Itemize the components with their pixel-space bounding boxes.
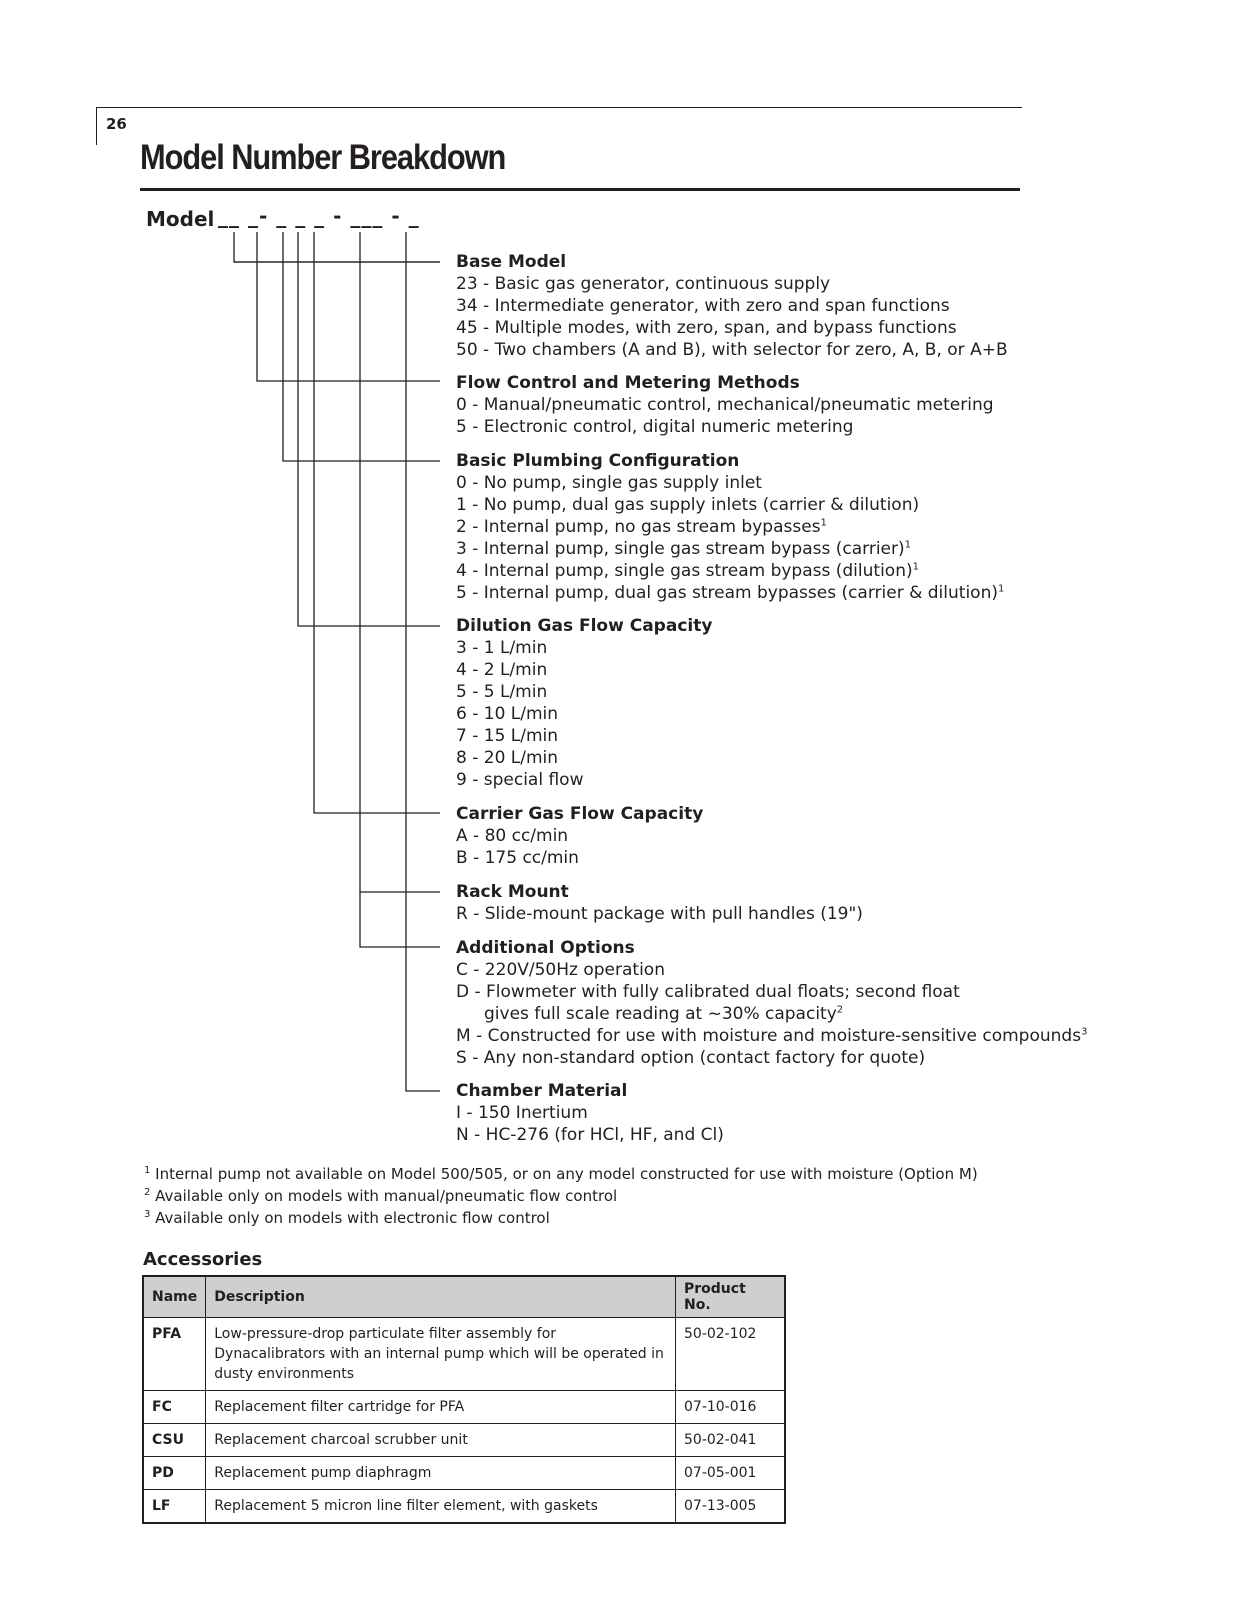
option-row: 4 - 2 L/min	[456, 660, 548, 680]
option-row	[456, 538, 1004, 560]
table-row	[143, 1424, 785, 1457]
footnote-mark: 2	[144, 1187, 151, 1198]
option-row	[456, 981, 1087, 1003]
section-rack-mount	[456, 881, 863, 925]
option-row: 45 - Multiple modes, with zero, span, and bypass functions	[456, 318, 957, 338]
footnote-ref: 1	[997, 583, 1005, 595]
page-number: 26	[106, 115, 127, 133]
table-row	[143, 1490, 785, 1524]
option-text: 1 - No pump, dual gas supply inlets (carrier & dilution)	[456, 495, 920, 515]
option-text: 3 - Internal pump, single gas stream bypass (carrier)	[456, 539, 905, 559]
section-flow-control	[456, 372, 994, 438]
table-row	[143, 1318, 785, 1391]
footnote-ref: 2	[836, 1004, 844, 1016]
footnote-mark: 3	[144, 1209, 151, 1220]
footnote-ref: 1	[820, 517, 827, 529]
column-header-description: Description	[206, 1276, 676, 1318]
footnote	[144, 1185, 978, 1207]
section-dilution	[456, 615, 712, 791]
option-row: 6 - 10 L/min	[456, 704, 559, 724]
option-text: 2 - Internal pump, no gas stream bypasses	[456, 517, 821, 537]
section-additional-options	[456, 937, 1087, 1069]
cell-description: Low-pressure-drop particulate filter assembly for Dynacalibrators with an internal pump which will be operated in dusty environments	[206, 1318, 676, 1391]
section-heading: Basic Plumbing Configuration	[456, 451, 740, 471]
section-heading: Base Model	[456, 252, 567, 272]
option-row	[456, 472, 1004, 494]
option-row: 8 - 20 L/min	[456, 748, 559, 768]
footnote-mark: 1	[144, 1165, 151, 1176]
option-row: 23 - Basic gas generator, continuous supply	[456, 274, 831, 294]
option-row: 0 - Manual/pneumatic control, mechanical/pneumatic metering	[456, 395, 994, 415]
footnote-ref: 1	[912, 561, 919, 573]
cell-name: FC	[143, 1391, 206, 1424]
option-row	[456, 560, 1004, 582]
option-row	[456, 1025, 1087, 1047]
cell-product: 07-10-016	[676, 1391, 786, 1424]
branch-rack-mount	[360, 232, 440, 892]
option-row: B - 175 cc/min	[456, 848, 579, 868]
section-base-model	[456, 251, 1008, 361]
footnote-ref: 3	[1081, 1026, 1088, 1038]
table-row	[143, 1391, 785, 1424]
table-header-row	[143, 1276, 785, 1318]
footnotes	[144, 1163, 978, 1229]
model-label: Model	[146, 207, 215, 231]
branch-flow-control	[257, 232, 440, 381]
option-row-continuation	[456, 1003, 1087, 1025]
option-row	[456, 1047, 1087, 1069]
column-header-product: Product No.	[676, 1276, 786, 1318]
page-title: Model Number Breakdown	[140, 138, 506, 177]
section-chamber-material	[456, 1080, 724, 1146]
option-row: R - Slide-mount package with pull handles (19")	[456, 904, 863, 924]
option-row: 3 - 1 L/min	[456, 638, 548, 658]
option-row	[456, 959, 1087, 981]
footnote-text: Available only on models with manual/pneumatic flow control	[155, 1187, 618, 1205]
option-row: A - 80 cc/min	[456, 826, 569, 846]
cell-product: 50-02-102	[676, 1318, 786, 1391]
model-blanks: __ _- _ _ _ - ___ - _	[218, 204, 420, 228]
option-row: 5 - Electronic control, digital numeric metering	[456, 417, 854, 437]
option-row: 5 - 5 L/min	[456, 682, 548, 702]
option-row	[456, 582, 1004, 604]
option-row: I - 150 Inertium	[456, 1103, 588, 1123]
option-row: 50 - Two chambers (A and B), with selector for zero, A, B, or A+B	[456, 340, 1008, 360]
option-text: D - Flowmeter with fully calibrated dual floats; second float	[456, 982, 960, 1002]
section-heading: Flow Control and Metering Methods	[456, 373, 800, 393]
branch-carrier	[314, 232, 440, 813]
cell-product: 07-13-005	[676, 1490, 786, 1524]
section-heading: Chamber Material	[456, 1081, 628, 1101]
cell-description: Replacement 5 micron line filter element, with gaskets	[206, 1490, 676, 1524]
section-carrier	[456, 803, 703, 869]
cell-product: 07-05-001	[676, 1457, 786, 1490]
footnote	[144, 1207, 978, 1229]
cell-name: PFA	[143, 1318, 206, 1391]
option-text: gives full scale reading at ~30% capacity	[484, 1004, 837, 1024]
column-header-name: Name	[143, 1276, 206, 1318]
branch-options-link	[360, 892, 440, 947]
branch-plumbing	[283, 232, 440, 461]
accessories-title: Accessories	[143, 1249, 263, 1270]
cell-name: PD	[143, 1457, 206, 1490]
section-plumbing	[456, 450, 1004, 604]
option-text: M - Constructed for use with moisture and moisture-sensitive compounds	[456, 1026, 1082, 1046]
section-heading: Carrier Gas Flow Capacity	[456, 804, 704, 824]
option-text: C - 220V/50Hz operation	[456, 960, 665, 980]
footnote-text: Available only on models with electronic flow control	[155, 1209, 550, 1227]
cell-description: Replacement filter cartridge for PFA	[206, 1391, 676, 1424]
option-row	[456, 494, 1004, 516]
accessories-table	[142, 1275, 786, 1524]
option-text: 0 - No pump, single gas supply inlet	[456, 473, 762, 493]
cell-description: Replacement charcoal scrubber unit	[206, 1424, 676, 1457]
option-text: 4 - Internal pump, single gas stream bypass (dilution)	[456, 561, 913, 581]
section-heading: Dilution Gas Flow Capacity	[456, 616, 713, 636]
branch-base-model	[234, 232, 440, 262]
footnote-text: Internal pump not available on Model 500/505, or on any model constructed for use with moisture (Option M)	[155, 1165, 978, 1183]
branch-chamber	[406, 232, 440, 1091]
footnote-ref: 1	[904, 539, 912, 551]
section-heading: Additional Options	[456, 938, 635, 958]
option-row	[456, 516, 1004, 538]
section-heading: Rack Mount	[456, 882, 569, 902]
option-row: N - HC-276 (for HCl, HF, and Cl)	[456, 1125, 724, 1145]
cell-product: 50-02-041	[676, 1424, 786, 1457]
branch-dilution	[298, 232, 440, 626]
cell-name: LF	[143, 1490, 206, 1524]
option-text: 5 - Internal pump, dual gas stream bypasses (carrier & dilution)	[456, 583, 998, 603]
cell-name: CSU	[143, 1424, 206, 1457]
option-row: 7 - 15 L/min	[456, 726, 559, 746]
table-row	[143, 1457, 785, 1490]
option-row: 34 - Intermediate generator, with zero and span functions	[456, 296, 950, 316]
option-row: 9 - special flow	[456, 770, 584, 790]
footnote	[144, 1163, 978, 1185]
cell-description: Replacement pump diaphragm	[206, 1457, 676, 1490]
option-text: S - Any non-standard option (contact factory for quote)	[456, 1048, 926, 1068]
